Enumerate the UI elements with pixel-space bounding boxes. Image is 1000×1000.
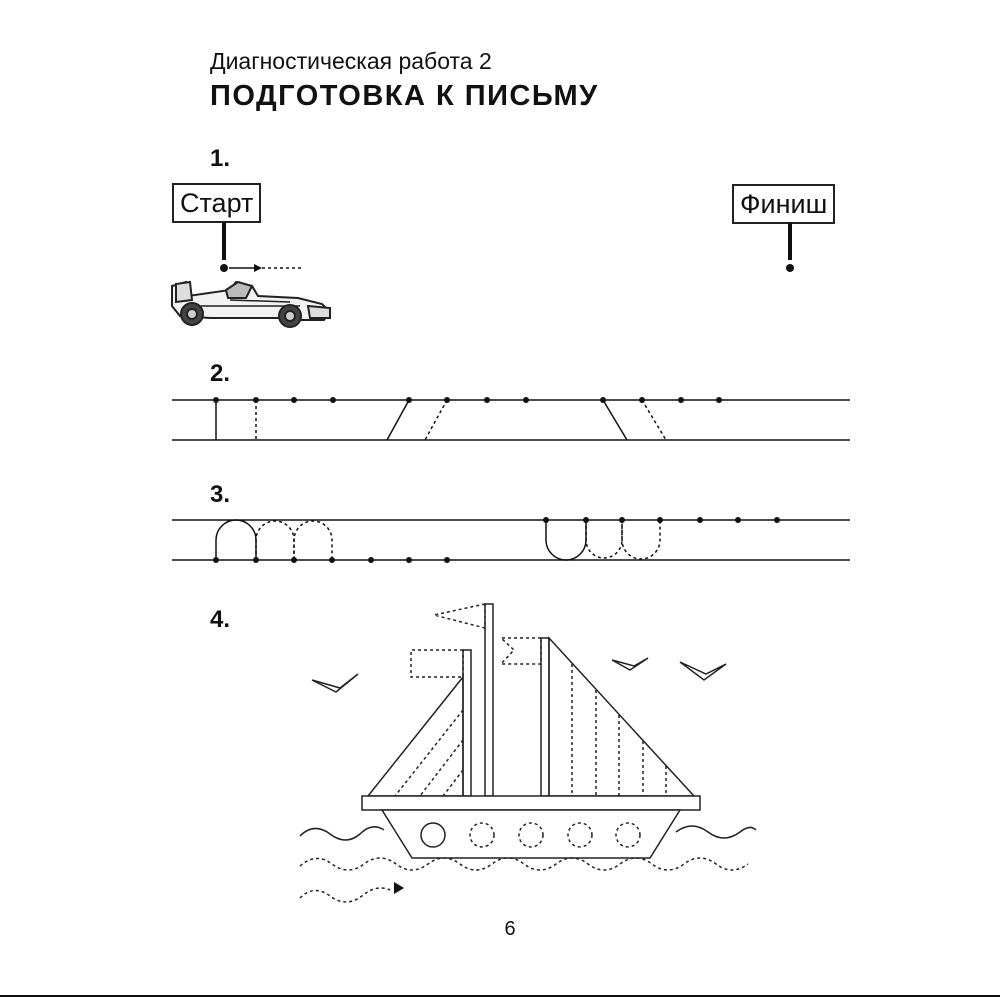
- task-1-number: 1.: [210, 145, 231, 172]
- task-4-number: 4.: [210, 606, 231, 633]
- task-2-lines: [172, 400, 850, 440]
- task-3-lines: [172, 520, 850, 560]
- start-post: [220, 222, 302, 272]
- bottom-rule: [0, 995, 1000, 997]
- seagull-icons: [312, 658, 726, 692]
- task-3-loops: [216, 520, 660, 560]
- task-3-dots: [213, 517, 780, 563]
- race-car-icon: [172, 282, 330, 327]
- finish-sign: Финиш: [732, 184, 835, 224]
- work-subtitle: Диагностическая работа 2: [210, 48, 492, 74]
- sailboat-icon: [362, 604, 700, 858]
- task-2-number: 2.: [210, 360, 231, 387]
- finish-post: [786, 222, 794, 272]
- task-3-number: 3.: [210, 481, 231, 508]
- page-title: ПОДГОТОВКА К ПИСЬМУ: [210, 80, 599, 112]
- task-2-strokes: [216, 400, 666, 440]
- start-sign: Старт: [172, 183, 261, 223]
- page-number: 6: [504, 918, 516, 940]
- wave-arrowhead: [394, 882, 404, 894]
